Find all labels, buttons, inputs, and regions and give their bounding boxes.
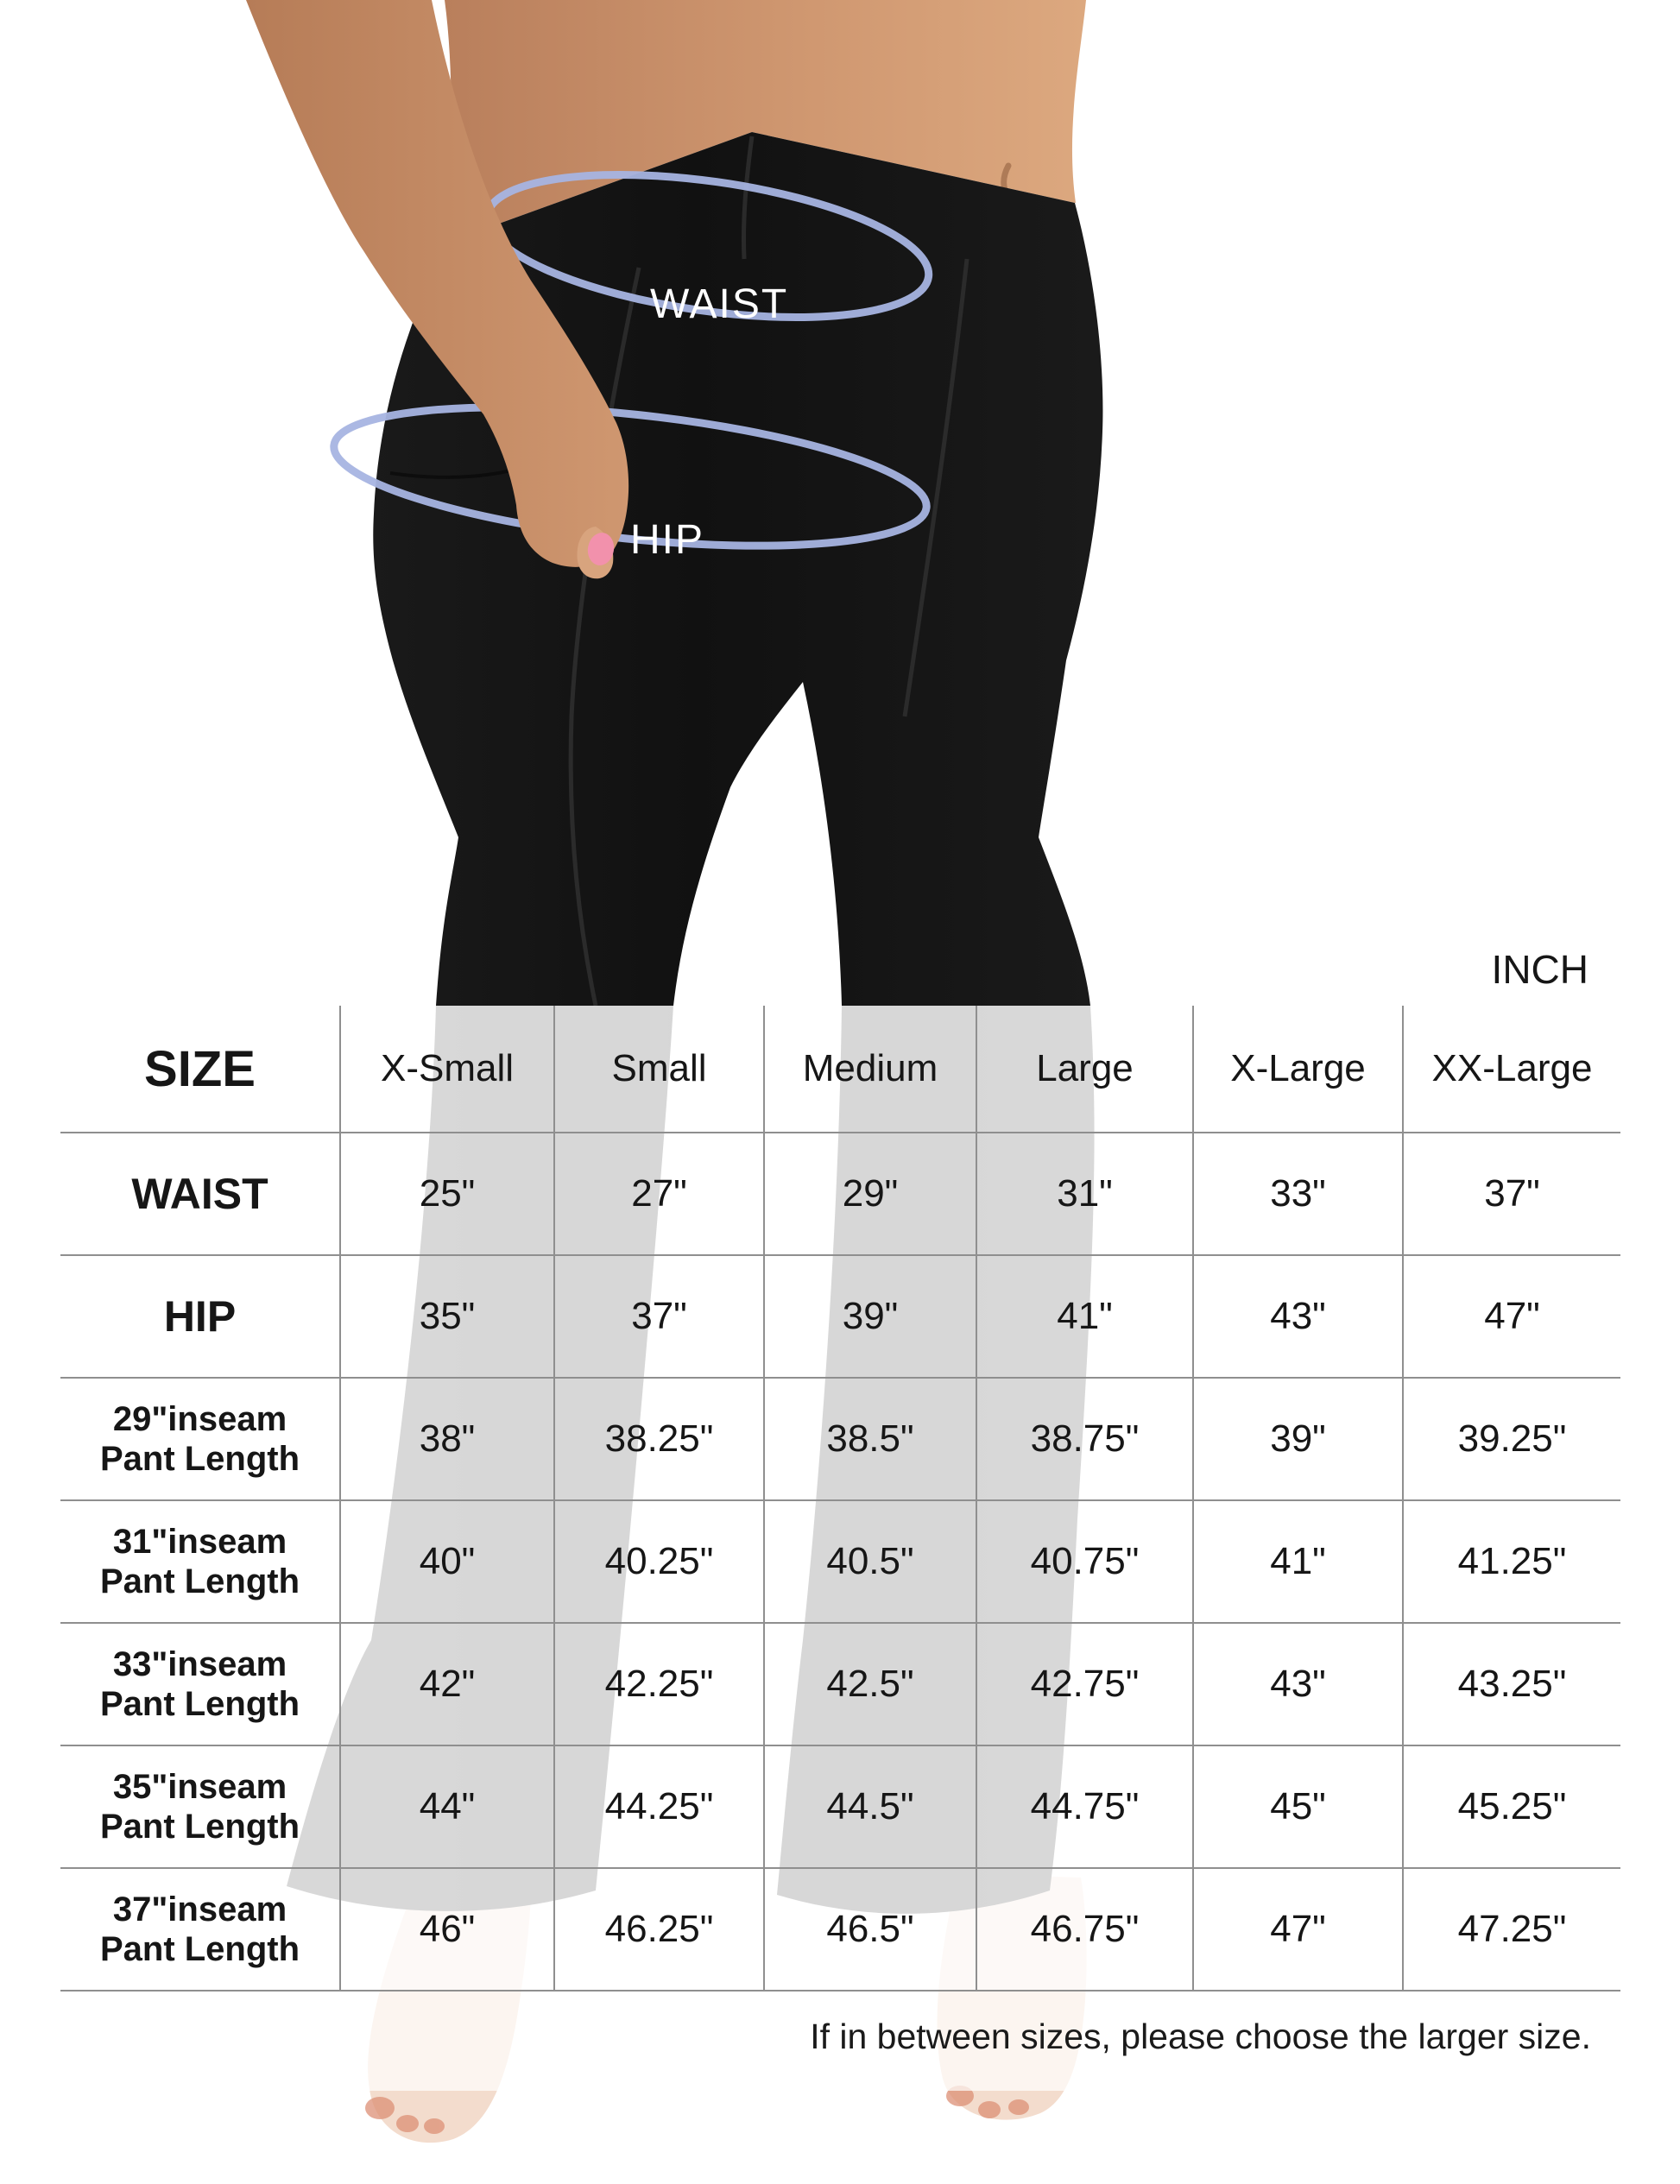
table-cell: 44.25" — [553, 1746, 763, 1869]
waist-annotation-label: WAIST — [650, 281, 789, 327]
table-cell: 33" — [1192, 1133, 1402, 1256]
table-cell: 46" — [339, 1869, 553, 1991]
table-cell: 44.5" — [763, 1746, 976, 1869]
table-cell: 42.75" — [976, 1624, 1192, 1746]
table-row-35-inseam — [60, 1746, 1620, 1869]
table-cell: 46.25" — [553, 1869, 763, 1991]
table-cell: 37" — [553, 1256, 763, 1379]
table-cell: 29" — [763, 1133, 976, 1256]
table-row-31-inseam — [60, 1501, 1620, 1624]
table-row-hip — [60, 1256, 1620, 1379]
row-label: HIP — [60, 1256, 339, 1379]
header-x-small: X-Small — [339, 1006, 553, 1133]
table-cell: 41" — [1192, 1501, 1402, 1624]
table-cell: 39.25" — [1402, 1379, 1620, 1501]
table-cell: 40" — [339, 1501, 553, 1624]
table-cell: 42" — [339, 1624, 553, 1746]
table-cell: 40.75" — [976, 1501, 1192, 1624]
header-medium: Medium — [763, 1006, 976, 1133]
table-cell: 43.25" — [1402, 1624, 1620, 1746]
table-cell: 41" — [976, 1256, 1192, 1379]
header-small: Small — [553, 1006, 763, 1133]
table-header-row — [60, 1006, 1620, 1133]
table-row-37-inseam — [60, 1869, 1620, 1991]
table-cell: 39" — [763, 1256, 976, 1379]
table-cell: 38" — [339, 1379, 553, 1501]
row-label: 37"inseam Pant Length — [60, 1869, 339, 1991]
table-row-waist — [60, 1133, 1620, 1256]
table-cell: 46.75" — [976, 1869, 1192, 1991]
row-label: 33"inseam Pant Length — [60, 1624, 339, 1746]
table-cell: 45.25" — [1402, 1746, 1620, 1869]
table-cell: 39" — [1192, 1379, 1402, 1501]
table-cell: 46.5" — [763, 1869, 976, 1991]
size-chart-table — [60, 1006, 1620, 1991]
header-xx-large: XX-Large — [1402, 1006, 1620, 1133]
hip-annotation-label: HIP — [630, 517, 705, 563]
table-cell: 42.5" — [763, 1624, 976, 1746]
table-cell: 27" — [553, 1133, 763, 1256]
table-cell: 31" — [976, 1133, 1192, 1256]
table-cell: 38.5" — [763, 1379, 976, 1501]
table-cell: 47.25" — [1402, 1869, 1620, 1991]
table-cell: 38.25" — [553, 1379, 763, 1501]
row-label: 35"inseam Pant Length — [60, 1746, 339, 1869]
table-row-29-inseam — [60, 1379, 1620, 1501]
row-label: 29"inseam Pant Length — [60, 1379, 339, 1501]
table-cell: 44" — [339, 1746, 553, 1869]
header-size: SIZE — [60, 1006, 339, 1133]
table-cell: 25" — [339, 1133, 553, 1256]
header-x-large: X-Large — [1192, 1006, 1402, 1133]
table-cell: 42.25" — [553, 1624, 763, 1746]
row-label: 31"inseam Pant Length — [60, 1501, 339, 1624]
footer-note: If in between sizes, please choose the larger size. — [810, 2017, 1591, 2056]
table-cell: 40.25" — [553, 1501, 763, 1624]
row-label: WAIST — [60, 1133, 339, 1256]
table-cell: 43" — [1192, 1256, 1402, 1379]
table-cell: 47" — [1192, 1869, 1402, 1991]
table-cell: 40.5" — [763, 1501, 976, 1624]
table-cell: 47" — [1402, 1256, 1620, 1379]
table-cell: 35" — [339, 1256, 553, 1379]
table-cell: 37" — [1402, 1133, 1620, 1256]
table-cell: 38.75" — [976, 1379, 1192, 1501]
unit-label: INCH — [1491, 947, 1588, 992]
table-row-33-inseam — [60, 1624, 1620, 1746]
table-cell: 44.75" — [976, 1746, 1192, 1869]
table-cell: 45" — [1192, 1746, 1402, 1869]
table-cell: 41.25" — [1402, 1501, 1620, 1624]
header-large: Large — [976, 1006, 1192, 1133]
table-cell: 43" — [1192, 1624, 1402, 1746]
